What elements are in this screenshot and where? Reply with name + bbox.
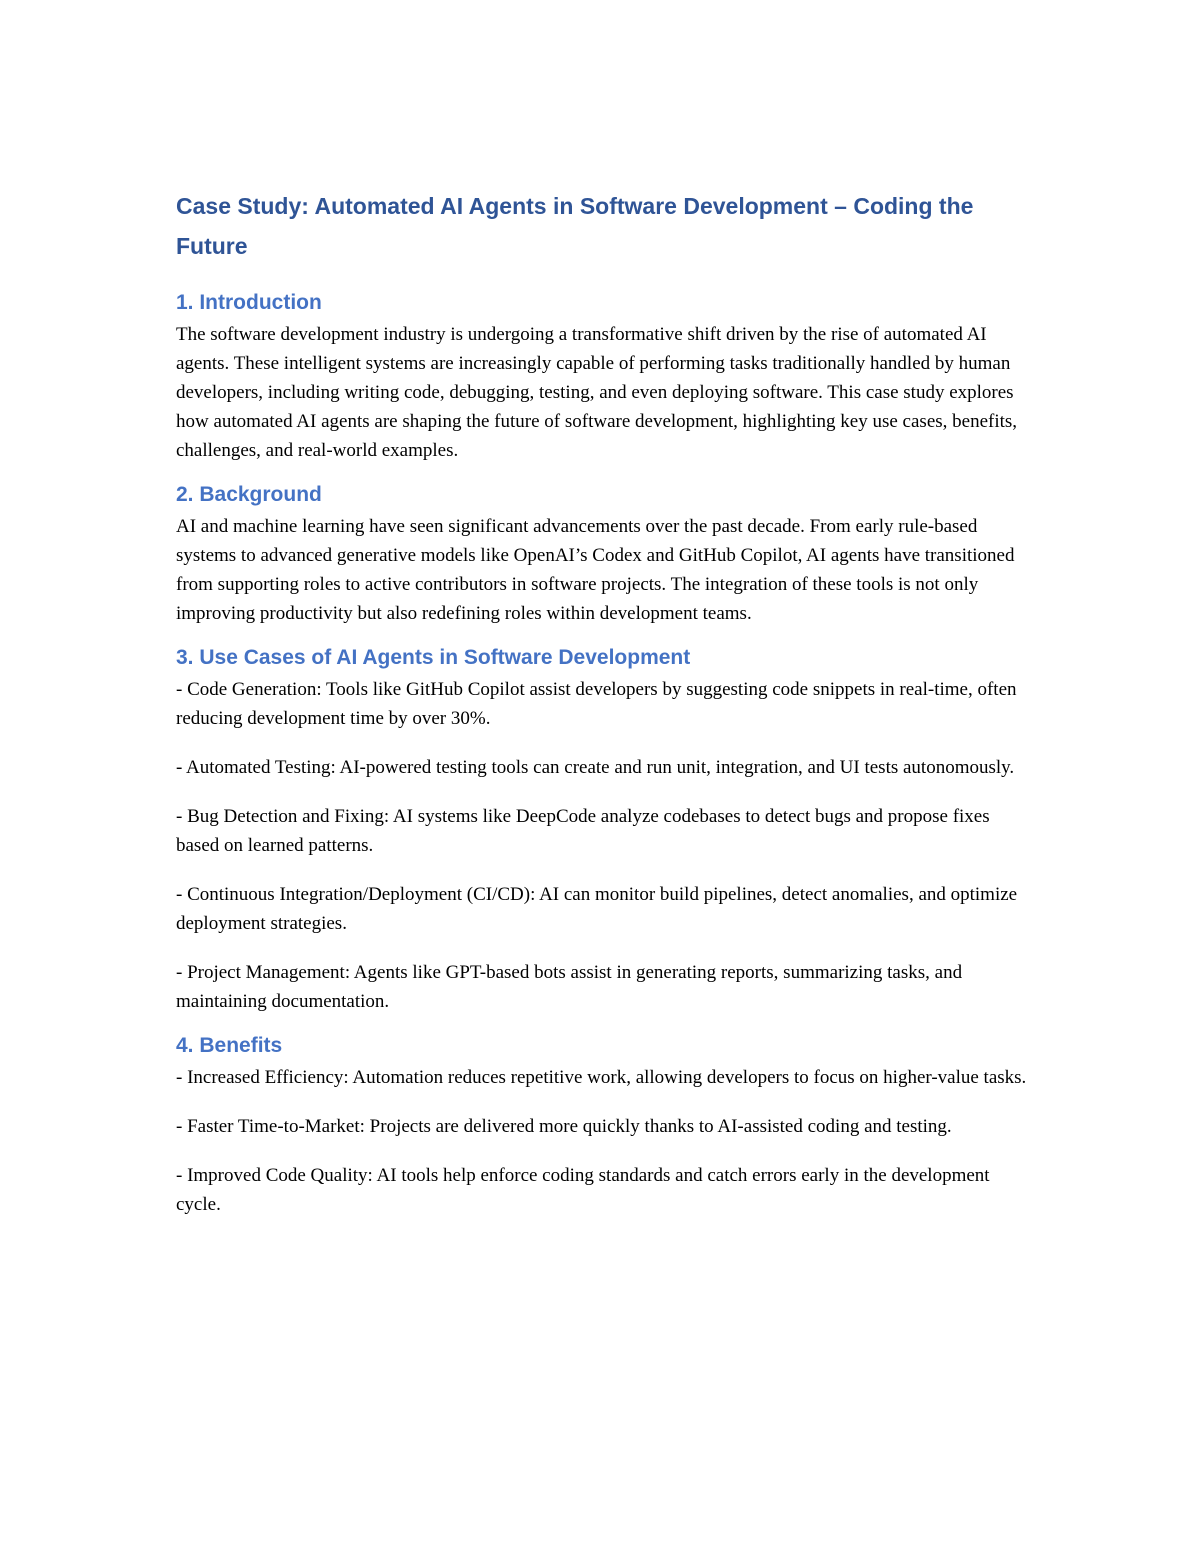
- section-introduction: [176, 288, 1036, 465]
- use-cases-heading: 3. Use Cases of AI Agents in Software Development: [176, 646, 691, 669]
- benefits-heading: 4. Benefits: [176, 1034, 283, 1057]
- document-title: Case Study: Automated AI Agents in Software Development – Coding the Future: [176, 193, 974, 259]
- use-case-item: - Continuous Integration/Deployment (CI/CD): AI can monitor build pipelines, detect anomalies, and optimize deployment strategies.: [176, 884, 1018, 934]
- benefit-item: - Increased Efficiency: Automation reduces repetitive work, allowing developers to focus on higher-value tasks.: [176, 1067, 1027, 1088]
- background-heading: 2. Background: [176, 483, 322, 506]
- use-case-item: - Automated Testing: AI-powered testing tools can create and run unit, integration, and UI tests autonomously.: [176, 757, 1015, 778]
- use-case-item: - Code Generation: Tools like GitHub Copilot assist developers by suggesting code snippets in real-time, often reducing development time by over 30%.: [176, 679, 1017, 729]
- section-background: [176, 480, 1036, 628]
- introduction-heading: 1. Introduction: [176, 291, 322, 314]
- introduction-paragraph: The software development industry is undergoing a transformative shift driven by the rise of automated AI agents. These intelligent systems are increasingly capable of performing tasks traditionally handled by human developers, including writing code, debugging, testing, and even deploying software. This case study explores how automated AI agents are shaping the future of software development, highlighting key use cases, benefits, challenges, and real-world examples.: [176, 324, 1018, 461]
- benefit-item: - Faster Time-to-Market: Projects are delivered more quickly thanks to AI-assisted coding and testing.: [176, 1116, 952, 1137]
- use-case-item: - Project Management: Agents like GPT-based bots assist in generating reports, summarizing tasks, and maintaining documentation.: [176, 962, 963, 1012]
- background-paragraph: AI and machine learning have seen significant advancements over the past decade. From early rule-based systems to advanced generative models like OpenAI’s Codex and GitHub Copilot, AI agents have transitioned from supporting roles to active contributors in software projects. The integration of these tools is not only improving productivity but also redefining roles within development teams.: [176, 516, 1015, 624]
- use-case-item: - Bug Detection and Fixing: AI systems like DeepCode analyze codebases to detect bugs and propose fixes based on learned patterns.: [176, 806, 990, 856]
- section-use-cases: [176, 643, 1036, 1016]
- benefit-item: - Improved Code Quality: AI tools help enforce coding standards and catch errors early in the development cycle.: [176, 1165, 990, 1215]
- document-page: [176, 186, 1036, 1234]
- section-benefits: [176, 1031, 1036, 1219]
